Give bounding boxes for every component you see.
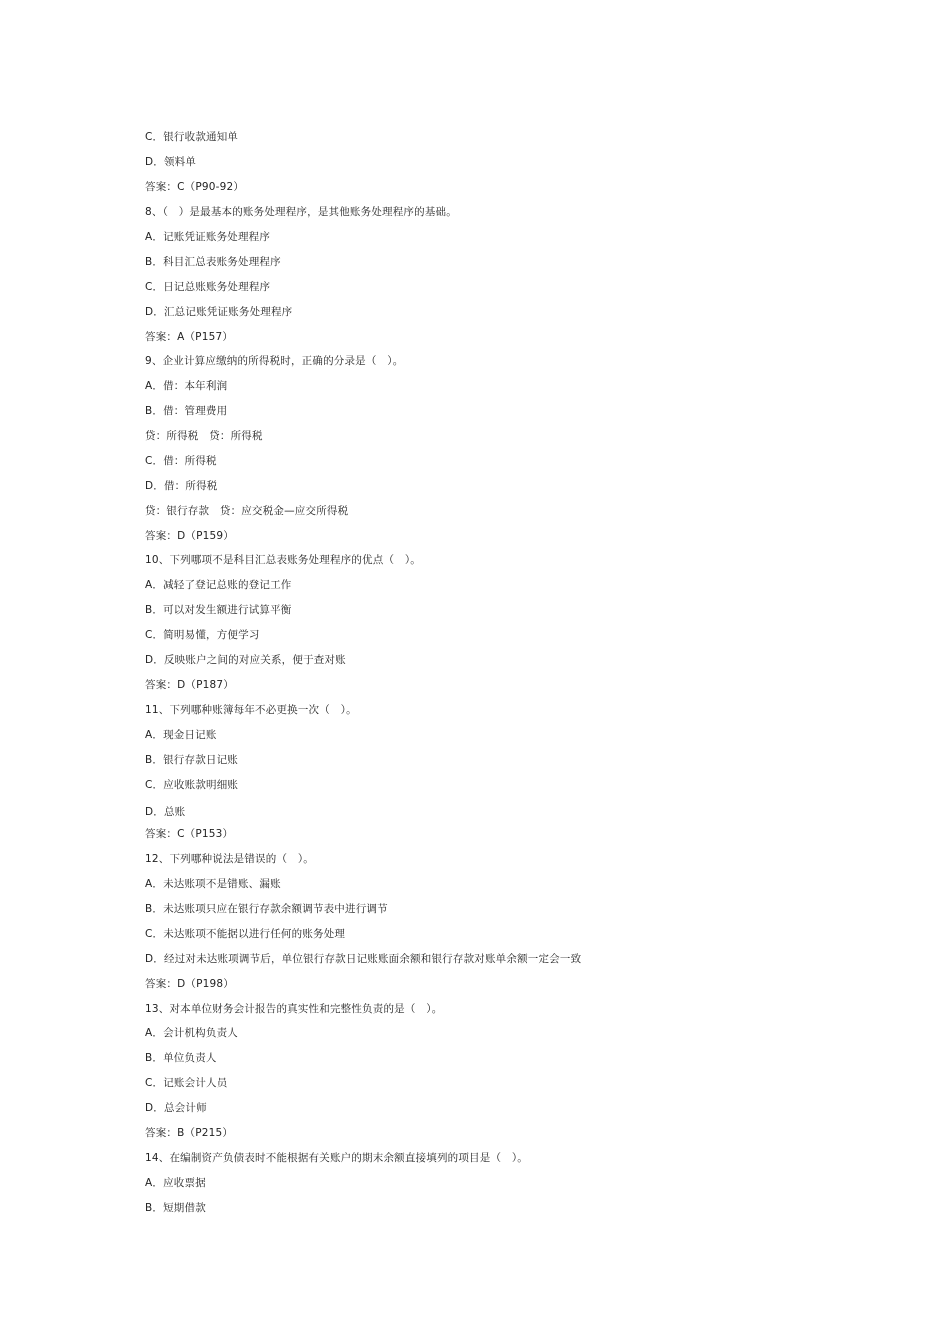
option-line: B．银行存款日记账 <box>145 754 239 766</box>
answer-line: 答案：D（P198） <box>145 978 234 990</box>
option-line: D．经过对未达账项调节后，单位银行存款日记账账面余额和银行存款对账单余额一定会一致 <box>145 953 582 965</box>
option-line: 贷：银行存款 贷：应交税金—应交所得税 <box>145 505 349 517</box>
option-line: B．科目汇总表账务处理程序 <box>145 256 281 268</box>
option-line: D．总会计师 <box>145 1102 207 1114</box>
question-line: 9、企业计算应缴纳的所得税时，正确的分录是（ ）。 <box>145 355 404 367</box>
question-line: 12、下列哪种说法是错误的（ ）。 <box>145 853 315 865</box>
option-line: A．会计机构负责人 <box>145 1027 238 1039</box>
option-line: C．未达账项不能据以进行任何的账务处理 <box>145 928 346 940</box>
option-line: 贷：所得税 贷：所得税 <box>145 430 263 442</box>
option-line: C．应收账款明细账 <box>145 779 239 791</box>
question-line: 11、下列哪种账簿每年不必更换一次（ ）。 <box>145 704 357 716</box>
option-line: C．银行收款通知单 <box>145 131 239 143</box>
option-line: D．领料单 <box>145 156 197 168</box>
option-line: A．应收票据 <box>145 1177 206 1189</box>
question-line: 13、对本单位财务会计报告的真实性和完整性负责的是（ ）。 <box>145 1003 443 1015</box>
option-line: A．记账凭证账务处理程序 <box>145 231 271 243</box>
option-line: D．借：所得税 <box>145 480 218 492</box>
option-line: A．现金日记账 <box>145 729 217 741</box>
option-line: B．借：管理费用 <box>145 405 228 417</box>
option-line: C．简明易懂，方便学习 <box>145 629 260 641</box>
option-line: C．记账会计人员 <box>145 1077 228 1089</box>
answer-line: 答案：A（P157） <box>145 331 234 343</box>
option-line: D．汇总记账凭证账务处理程序 <box>145 306 293 318</box>
option-line: B．短期借款 <box>145 1202 206 1214</box>
option-line: B．可以对发生额进行试算平衡 <box>145 604 292 616</box>
question-line: 10、下列哪项不是科目汇总表账务处理程序的优点（ ）。 <box>145 554 422 566</box>
question-line: 8、（ ）是最基本的账务处理程序，是其他账务处理程序的基础。 <box>145 206 457 218</box>
option-line: A．减轻了登记总账的登记工作 <box>145 579 292 591</box>
answer-line: 答案：D（P159） <box>145 530 234 542</box>
option-line: C．日记总账账务处理程序 <box>145 281 271 293</box>
option-line: A．借：本年利润 <box>145 380 228 392</box>
option-line: C．借：所得税 <box>145 455 217 467</box>
answer-line: 答案：B（P215） <box>145 1127 234 1139</box>
option-line: A．未达账项不是错账、漏账 <box>145 878 281 890</box>
answer-line: 答案：C（P153） <box>145 828 234 840</box>
answer-line: 答案：C（P90-92） <box>145 181 245 193</box>
option-line: D．总账 <box>145 806 186 818</box>
answer-line: 答案：D（P187） <box>145 679 234 691</box>
option-line: B．单位负责人 <box>145 1052 217 1064</box>
question-line: 14、在编制资产负债表时不能根据有关账户的期末余额直接填列的项目是（ ）。 <box>145 1152 529 1164</box>
option-line: D．反映账户之间的对应关系，便于查对账 <box>145 654 346 666</box>
option-line: B．未达账项只应在银行存款余额调节表中进行调节 <box>145 903 388 915</box>
